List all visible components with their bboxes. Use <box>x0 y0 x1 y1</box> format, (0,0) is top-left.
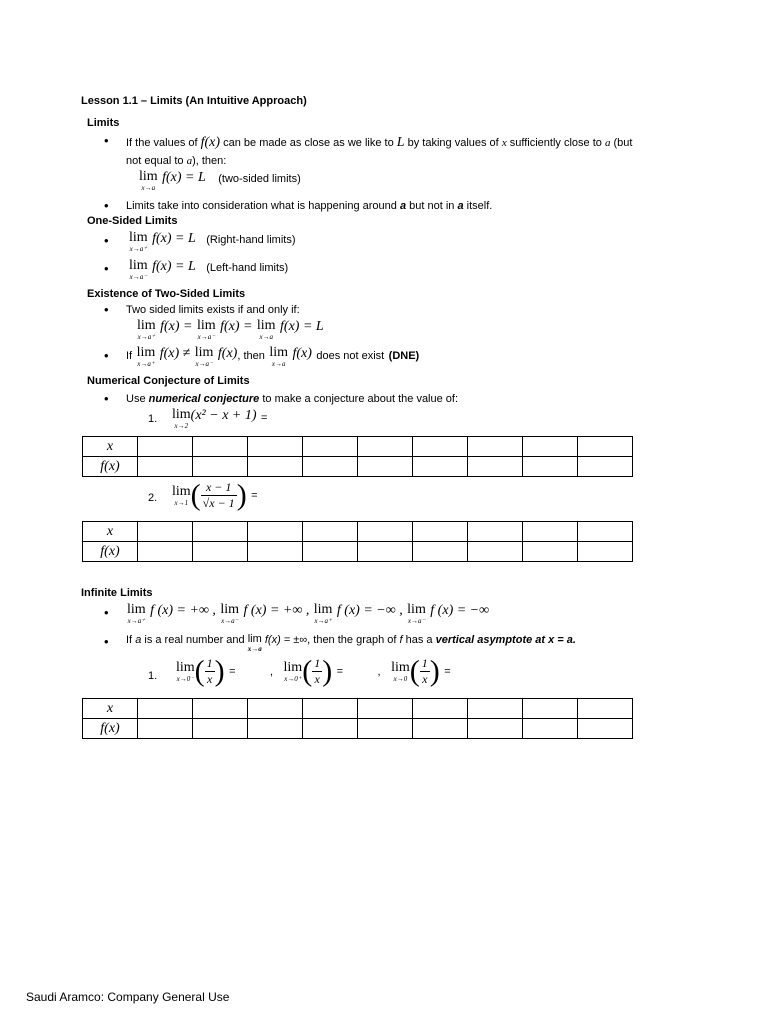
formula-body: (x² − x + 1) <box>190 408 257 423</box>
formula-body: f(x) = L <box>152 259 196 274</box>
vertical-asymptote-term: vertical asymptote at x = a. <box>435 634 576 646</box>
inf-problem-formulas <box>176 656 451 687</box>
asymptote-bullet <box>126 634 576 653</box>
lim-operator: lim x→0⁺ <box>283 659 303 683</box>
equals: = <box>336 665 344 678</box>
two-sided-formula <box>139 170 301 192</box>
table-problem1 <box>82 436 633 477</box>
left-paren: ( <box>302 654 313 688</box>
lim-operator: lim x→0 <box>391 659 410 683</box>
lesson-title: Lesson 1.1 – Limits (An Intuitive Approach) <box>81 95 307 107</box>
table-cell[interactable] <box>523 522 578 542</box>
numerator: 1 <box>206 656 213 670</box>
bullet: • <box>104 233 109 248</box>
table-row <box>83 437 633 457</box>
inf-problem-number: 1. <box>148 670 158 682</box>
right-paren: ) <box>322 654 333 688</box>
lim-operator: lim x→a⁺ <box>137 318 156 341</box>
limits-definition-line2 <box>126 155 226 167</box>
table-cell[interactable] <box>578 437 633 457</box>
table-cell[interactable] <box>413 719 468 739</box>
table-cell[interactable] <box>578 522 633 542</box>
table-cell[interactable] <box>138 719 193 739</box>
lim-operator: lim x→a <box>139 169 158 192</box>
numerical-bullet <box>126 393 458 405</box>
table-cell[interactable] <box>468 437 523 457</box>
text: is a real number and <box>144 634 245 646</box>
table-cell[interactable] <box>248 699 303 719</box>
equals: = <box>229 665 236 678</box>
table-cell[interactable] <box>468 719 523 739</box>
left-paren: ( <box>409 654 420 688</box>
text: ), then: <box>192 155 227 167</box>
table-cell[interactable] <box>468 542 523 562</box>
table-cell[interactable] <box>523 699 578 719</box>
table-cell[interactable] <box>468 457 523 477</box>
text: , then the graph of <box>307 634 397 646</box>
table-cell[interactable] <box>138 542 193 562</box>
table-cell[interactable] <box>468 522 523 542</box>
table-cell[interactable] <box>303 719 358 739</box>
numerical-heading: Numerical Conjecture of Limits <box>87 375 250 387</box>
lim-operator: lim x→a⁺ <box>313 602 333 625</box>
formula-part: f(x) = <box>160 319 193 334</box>
text: If <box>126 634 133 646</box>
table-cell[interactable] <box>578 719 633 739</box>
fraction <box>201 480 237 511</box>
table-cell[interactable] <box>138 522 193 542</box>
lim-operator: lim x→a <box>256 318 276 341</box>
comma: , <box>377 665 381 678</box>
bullet: • <box>104 302 109 317</box>
text: can be made as close as we like to <box>223 137 394 149</box>
lim-operator: lim x→a <box>269 345 288 368</box>
text: If <box>126 350 133 362</box>
table-cell[interactable] <box>138 699 193 719</box>
right-paren: ) <box>214 654 225 688</box>
text: itself. <box>466 200 493 212</box>
table-cell[interactable] <box>413 437 468 457</box>
text: does not exist <box>316 350 385 362</box>
text: sufficiently close to <box>509 137 602 149</box>
limits-heading: Limits <box>87 117 120 129</box>
formula-part: f (x) = +∞ , <box>150 603 216 618</box>
bullet: • <box>104 634 109 649</box>
right-hand-formula <box>129 231 296 253</box>
left-paren: ( <box>190 478 201 512</box>
table-cell[interactable] <box>193 457 248 477</box>
denominator: √x − 1 <box>202 496 235 510</box>
table-cell[interactable] <box>303 437 358 457</box>
table-cell[interactable] <box>413 457 468 477</box>
row-header-fx: f(x) <box>83 457 138 477</box>
table-infinite <box>82 698 633 739</box>
formula-part: f (x) = −∞ , <box>336 603 403 618</box>
lim-operator: lim x→a⁻ <box>407 602 426 625</box>
formula-part: f(x) ≠ <box>159 346 191 361</box>
bullet: • <box>104 391 109 406</box>
text: (but <box>613 137 633 149</box>
numerator: 1 <box>314 656 321 670</box>
footer-classification: Saudi Aramco: Company General Use <box>26 990 230 1004</box>
text: has a <box>405 634 433 646</box>
bullet: • <box>104 198 109 213</box>
table-cell[interactable] <box>248 457 303 477</box>
math-a: a <box>186 155 193 167</box>
table-row <box>83 522 633 542</box>
equals: = <box>251 489 258 502</box>
formula-part: f(x) = L <box>280 319 324 334</box>
table-cell[interactable] <box>303 522 358 542</box>
table-cell[interactable] <box>193 719 248 739</box>
numerical-conjecture-term: numerical conjecture <box>148 393 260 405</box>
table-cell[interactable] <box>358 542 413 562</box>
formula-body: f(x) = L <box>152 231 196 246</box>
table-row <box>83 719 633 739</box>
math-x: x <box>501 137 507 149</box>
row-header-x: x <box>83 437 138 457</box>
table-row <box>83 699 633 719</box>
table-cell[interactable] <box>193 522 248 542</box>
lim-operator: lim x→a⁺ <box>127 602 146 625</box>
table-cell[interactable] <box>578 542 633 562</box>
denominator: x <box>422 672 428 686</box>
text: by taking values of <box>407 137 499 149</box>
existence-formula <box>137 319 324 341</box>
table-cell[interactable] <box>248 719 303 739</box>
table-cell[interactable] <box>413 699 468 719</box>
bullet: • <box>104 133 109 148</box>
lim-operator: lim x→a⁺ <box>136 345 156 368</box>
left-hand-formula <box>129 259 288 281</box>
table-cell[interactable] <box>248 437 303 457</box>
two-sided-label: (two-sided limits) <box>218 173 301 185</box>
right-paren: ) <box>429 654 440 688</box>
equals: = <box>260 412 268 424</box>
math-f: f <box>399 634 403 646</box>
text: but not in <box>409 200 455 212</box>
limits-definition-line1 <box>126 135 632 151</box>
dne-label: (DNE) <box>388 350 420 362</box>
infinite-heading: Infinite Limits <box>81 587 153 599</box>
table-row <box>83 542 633 562</box>
table-cell[interactable] <box>358 437 413 457</box>
fraction <box>420 656 430 687</box>
math-a: a <box>135 634 142 646</box>
table-cell[interactable] <box>358 699 413 719</box>
row-header-x: x <box>83 699 138 719</box>
numerator: 1 <box>421 656 428 670</box>
table-problem2 <box>82 521 633 562</box>
table-cell[interactable] <box>468 699 523 719</box>
math-L: L <box>396 135 405 150</box>
left-paren: ( <box>194 654 205 688</box>
table-cell[interactable] <box>523 719 578 739</box>
existence-bullet2 <box>126 346 419 368</box>
formula-part: f (x) = +∞ , <box>243 603 310 618</box>
table-cell[interactable] <box>193 437 248 457</box>
table-row <box>83 457 633 477</box>
table-cell[interactable] <box>413 542 468 562</box>
table-cell[interactable] <box>523 437 578 457</box>
text: not equal to <box>126 155 184 167</box>
one-sided-heading: One-Sided Limits <box>87 215 178 227</box>
bullet: • <box>104 261 109 276</box>
lim-operator: lim x→a <box>247 633 262 653</box>
denominator: x <box>207 672 213 686</box>
table-cell[interactable] <box>248 522 303 542</box>
table-cell[interactable] <box>138 457 193 477</box>
table-cell[interactable] <box>413 522 468 542</box>
problem2-formula <box>172 480 258 511</box>
table-cell[interactable] <box>303 542 358 562</box>
lim-operator: lim x→a⁻ <box>220 602 240 625</box>
lim-operator: lim x→a⁺ <box>129 230 148 253</box>
text: to make a conjecture about the value of: <box>262 393 459 405</box>
table-cell[interactable] <box>138 437 193 457</box>
right-paren: ) <box>236 478 247 512</box>
text: , then <box>237 350 265 362</box>
bullet: • <box>104 348 109 363</box>
formula-body: f(x) = L <box>162 170 206 185</box>
equals: = <box>444 665 451 678</box>
formula-part: f(x) = ±∞ <box>264 634 308 646</box>
table-cell[interactable] <box>358 719 413 739</box>
text: Use <box>126 393 146 405</box>
numerator: x − 1 <box>201 480 237 496</box>
math-a: a <box>604 137 611 149</box>
table-cell[interactable] <box>358 522 413 542</box>
limits-note <box>126 200 492 212</box>
comma: , <box>270 665 274 678</box>
lim-operator: lim x→0⁻ <box>176 659 195 683</box>
table-cell[interactable] <box>358 457 413 477</box>
fraction <box>205 656 215 687</box>
math-fx: f(x) <box>200 135 221 150</box>
text: If the values of <box>126 137 198 149</box>
math-a: a <box>399 200 407 212</box>
table-cell[interactable] <box>193 699 248 719</box>
problem1-formula <box>172 408 267 430</box>
lim-operator: lim x→a⁻ <box>194 345 214 368</box>
table-cell[interactable] <box>523 457 578 477</box>
right-hand-label: (Right-hand limits) <box>206 234 296 246</box>
denominator: x <box>314 672 320 686</box>
existence-heading: Existence of Two-Sided Limits <box>87 288 246 300</box>
row-header-fx: f(x) <box>83 542 138 562</box>
row-header-x: x <box>83 522 138 542</box>
table-cell[interactable] <box>578 457 633 477</box>
bullet: • <box>104 605 109 620</box>
left-hand-label: (Left-hand limits) <box>206 262 289 274</box>
problem2-number: 2. <box>148 492 158 504</box>
table-cell[interactable] <box>303 699 358 719</box>
lim-operator: lim x→1 <box>172 483 191 507</box>
problem1-number: 1. <box>148 413 158 425</box>
table-cell[interactable] <box>578 699 633 719</box>
formula-part: f(x) <box>292 346 312 361</box>
fraction <box>312 656 322 687</box>
formula-part: f(x) <box>217 346 238 361</box>
table-cell[interactable] <box>248 542 303 562</box>
table-cell[interactable] <box>523 542 578 562</box>
lim-operator: lim x→a⁻ <box>129 258 148 281</box>
table-cell[interactable] <box>193 542 248 562</box>
existence-bullet1: Two sided limits exists if and only if: <box>126 304 300 316</box>
lim-operator: lim x→2 <box>172 407 191 430</box>
row-header-fx: f(x) <box>83 719 138 739</box>
text: Limits take into consideration what is happening around <box>126 200 397 212</box>
formula-part: f(x) = <box>220 319 253 334</box>
formula-part: f (x) = −∞ <box>430 603 490 618</box>
infinite-limits-formulas <box>127 603 489 625</box>
lim-operator: lim x→a⁻ <box>196 318 216 341</box>
math-a: a <box>457 200 464 212</box>
table-cell[interactable] <box>303 457 358 477</box>
